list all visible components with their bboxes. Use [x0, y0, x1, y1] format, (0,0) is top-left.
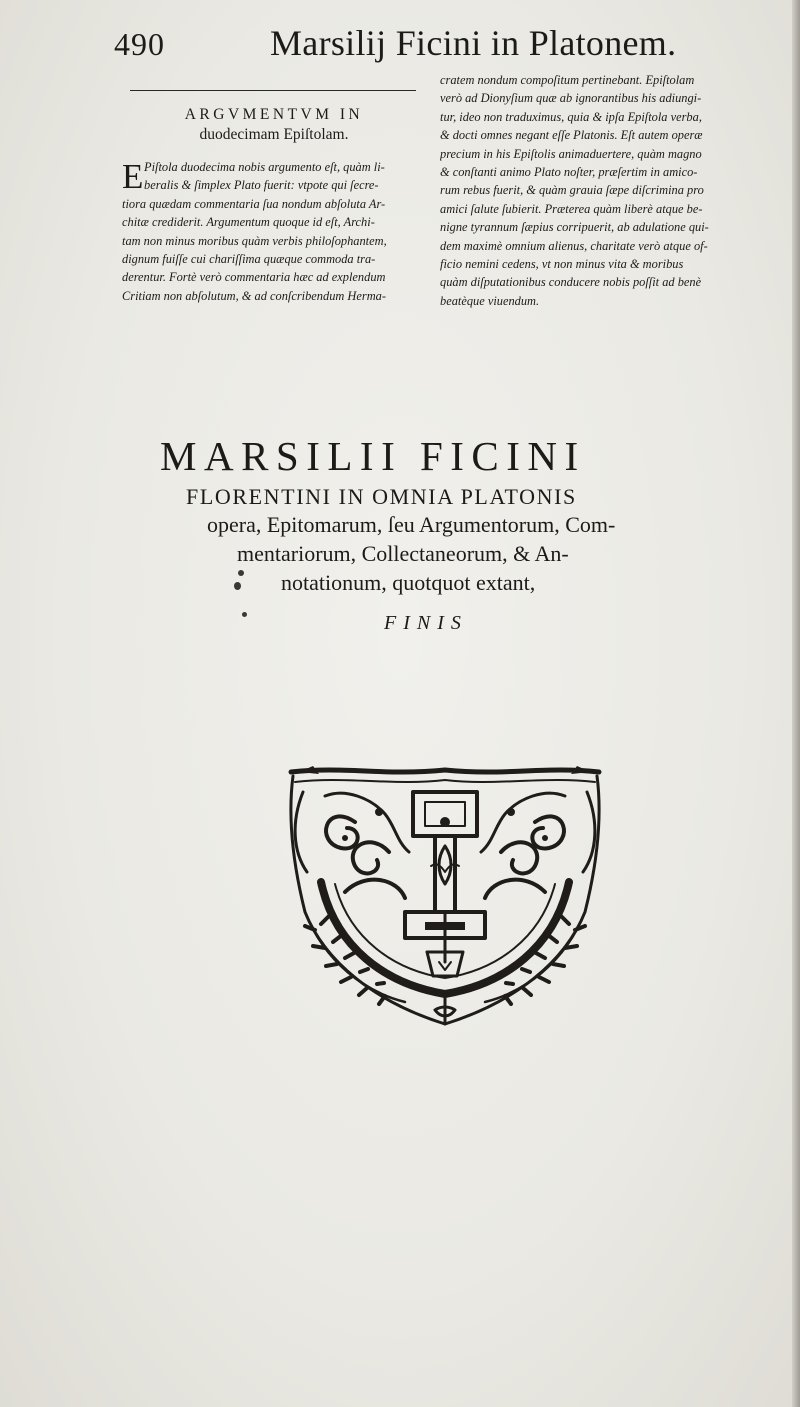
- text-line: tiora quædam commentaria ſua nondum abſoluta Ar-: [122, 196, 386, 211]
- argument-left-column: [122, 158, 422, 305]
- text-line: & docti omnes negant eſſe Platonis. Eſt autem operæ: [440, 128, 703, 143]
- text-line: Piſtola duodecima nobis argumento eſt, quàm li-: [144, 160, 385, 174]
- colophon-line-2: opera, Epitomarum, ſeu Argumentorum, Com-: [207, 512, 616, 537]
- text-line: ficio nemini cedens, vt non minus vita & moribus: [440, 256, 684, 271]
- text-line: precium in his Epiſtolis animaduertere, quàm magno: [440, 146, 702, 161]
- argument-right-column: [440, 71, 760, 310]
- text-line: beralis & ſimplex Plato fuerit: vtpote qui ſecre-: [144, 178, 379, 193]
- text-line: dignum fuiſſe cui chariſſima quæque commoda tra-: [122, 251, 376, 266]
- text-line: beatèque viuendum.: [440, 293, 540, 308]
- argument-heading-title: ARGVMENTVM IN: [184, 106, 364, 123]
- text-line: cratem nondum compoſitum pertinebant. Epiſtolam: [440, 73, 695, 87]
- column-rule: [130, 90, 416, 91]
- argument-heading: [128, 105, 420, 145]
- text-line: rum rebus fuerit, & quàm grauia ſæpe diſcrimina pro: [440, 183, 704, 198]
- colophon-line-3: mentariorum, Collectaneorum, & An-: [237, 541, 569, 566]
- foliate-tailpiece-ornament-icon: [285, 762, 605, 1032]
- colophon-line-4: notationum, quotquot extant,: [281, 570, 536, 595]
- text-line: Critiam non abſolutum, & ad conſcribendum Herma-: [122, 288, 386, 303]
- text-line: quàm diſputationibus conducere nobis poſſit ad benè: [440, 275, 702, 290]
- text-line: chitæ crediderit. Argumentum quoque id eſt, Archi-: [122, 215, 375, 230]
- text-line: verò ad Dionyſium quæ ab ignorantibus his adiungi-: [440, 91, 702, 106]
- drop-cap-block: [122, 158, 422, 195]
- text-line: tam non minus moribus quàm verbis philoſophantem,: [122, 233, 387, 248]
- colophon-title: MARSILII FICINI: [160, 433, 586, 479]
- text-line: derentur. Fortè verò commentaria hæc ad explendum: [122, 270, 386, 285]
- page-spine-edge: [792, 0, 800, 1407]
- argument-heading-subtitle: duodecimam Epiſtolam.: [199, 126, 349, 143]
- ink-speck: [234, 582, 241, 590]
- text-line: dem maximè omnium alienus, charitate verò atque of-: [440, 238, 708, 253]
- finis-label: FINIS: [384, 612, 468, 634]
- colophon-line-1: FLORENTINI IN OMNIA PLATONIS: [186, 484, 577, 509]
- text-line: & conſtanti animo Plato noſter, præſertim in amico-: [440, 164, 698, 179]
- text-line: amici ſalute ſubierit. Præterea quàm liberè atque be-: [440, 201, 703, 216]
- ink-speck: [242, 612, 247, 617]
- ink-speck: [238, 570, 244, 576]
- text-line: tur, ideo non traduximus, quia & ipſa Epiſtola verba,: [440, 109, 702, 124]
- running-head: Marsilij Ficini in Platonem.: [270, 23, 677, 63]
- text-line: nigne tyrannum ſæpius corripuerit, ab adulatione qui-: [440, 220, 709, 235]
- drop-cap-letter: E: [122, 157, 144, 196]
- page-number: 490: [114, 26, 165, 62]
